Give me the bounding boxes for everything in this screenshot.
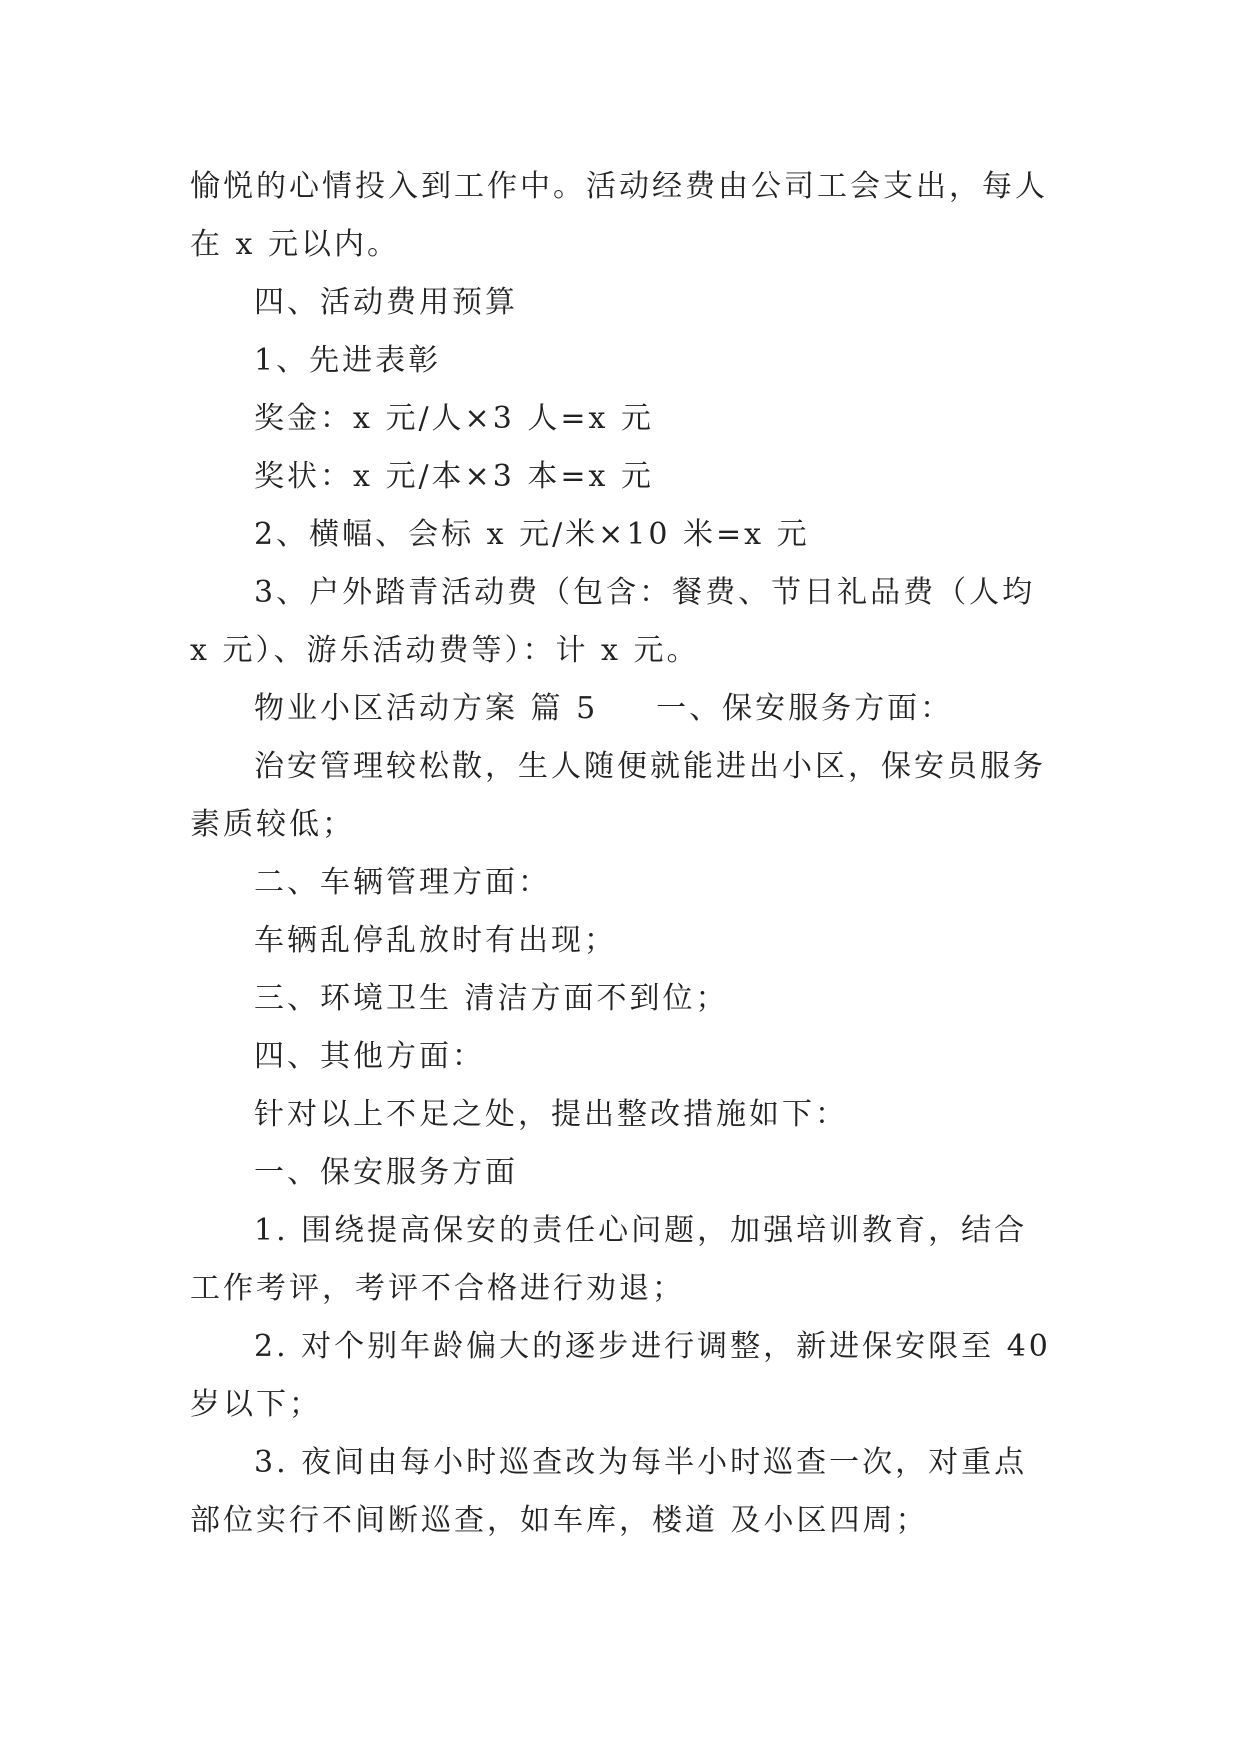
paragraph-vehicle-issue: 车辆乱停乱放时有出现； (254, 923, 617, 958)
document-body (190, 158, 1052, 1550)
budget-line-bonus: 奖金：x 元/人×3 人=x 元 (254, 401, 654, 436)
budget-line-certificate: 奖状：x 元/本×3 本=x 元 (254, 459, 654, 494)
measure-item-2: 2. 对个别年龄偏大的逐步进行调整，新进保安限至 40 岁以下； (190, 1329, 1051, 1422)
measure-item-1: 1. 围绕提高保安的责任心问题，加强培训教育，结合工作考评，考评不合格进行劝退； (190, 1213, 1028, 1306)
budget-item-outing: 3、户外踏青活动费（包含：餐费、节日礼品费（人均 x 元）、游乐活动费等）：计 x 元。 (190, 575, 1036, 668)
measure-item-3: 3. 夜间由每小时巡查改为每半小时巡查一次，对重点部位实行不间断巡查，如车库，楼道 及小区四周； (190, 1445, 1028, 1538)
section-heading-environment: 三、环境卫生 清洁方面不到位； (254, 981, 729, 1016)
plan-title: 物业小区活动方案 篇 5 (254, 691, 599, 726)
paragraph-measures-intro: 针对以上不足之处，提出整改措施如下： (254, 1097, 848, 1132)
budget-item-commendation: 1、先进表彰 (254, 343, 442, 378)
section-heading-vehicle: 二、车辆管理方面： (254, 865, 551, 900)
section-heading-other: 四、其他方面： (254, 1039, 485, 1074)
section-heading-security: 一、保安服务方面： (656, 691, 954, 726)
section-heading-budget: 四、活动费用预算 (254, 285, 518, 320)
budget-item-banner: 2、横幅、会标 x 元/米×10 米=x 元 (254, 517, 810, 552)
paragraph-continuation: 愉悦的心情投入到工作中。活动经费由公司工会支出，每人在 x 元以内。 (190, 169, 1048, 262)
paragraph-security-issue: 治安管理较松散，生人随便就能进出小区，保安员服务素质较低； (190, 749, 1046, 842)
plan-title-line (190, 680, 1052, 738)
section-heading-security-measures: 一、保安服务方面 (254, 1155, 518, 1190)
